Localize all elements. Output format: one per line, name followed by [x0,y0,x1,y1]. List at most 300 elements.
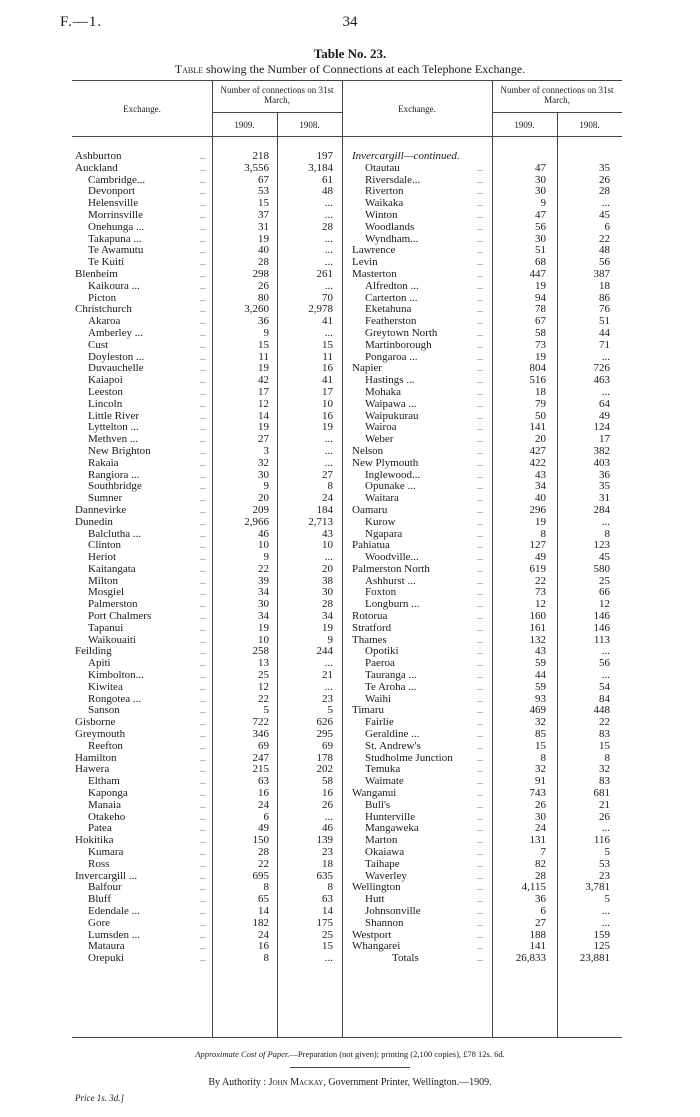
value-1908: 35 [599,161,610,174]
authority-line [0,1077,700,1088]
exchange-name: Carterton ... [365,291,418,304]
exchange-name: Sumner [88,492,123,505]
value-1909: 19 [258,362,269,375]
value-1908: 123 [593,539,610,552]
value-1909: 30 [535,232,546,245]
exchange-name: Thames [352,633,387,646]
exchange-name: Devonport [88,185,136,198]
value-1909: 131 [529,834,546,847]
value-1909: 16 [258,787,269,800]
exchange-name: Heriot [88,551,117,564]
value-1908: 69 [322,739,333,752]
value-1908: 146 [593,621,610,634]
value-1909: 34 [258,610,269,623]
table-row [352,210,622,222]
leader-dots: ... [200,682,206,692]
leader-dots: ... [200,399,206,409]
table-row [352,446,622,458]
leader-dots: ... [200,895,206,905]
value-1909: 218 [252,150,269,162]
value-1909: 43 [535,468,546,481]
value-1909: 9 [263,480,269,493]
value-1908: 56 [599,256,610,269]
value-1909: 31 [258,220,269,233]
value-1908: 48 [599,244,610,257]
leader-dots: ... [477,730,483,740]
connections-header-right: Number of connections on 31st March, [500,85,614,105]
value-1909: 30 [535,185,546,198]
value-1909: 22 [258,562,269,575]
value-1908: ... [324,952,333,965]
leader-dots: ... [200,458,206,468]
leader-dots: ... [200,871,206,881]
table-row [75,635,345,647]
exchange-name: Kaponga [88,787,128,800]
value-1909: 743 [529,787,546,800]
value-1908: 261 [316,267,333,280]
table-row [75,340,345,352]
table-row [75,847,345,859]
table-row [352,517,622,529]
totals-label: Totals [392,952,419,965]
leader-dots: ... [477,340,483,350]
exchange-name: Inglewood... [365,468,421,481]
value-1909: 28 [258,256,269,269]
value-1909: 59 [535,680,546,693]
exchange-name: Tauranga ... [365,669,417,682]
table-row [352,611,622,623]
value-1908: 17 [322,385,333,398]
exchange-name: Hutt [365,893,385,906]
exchange-name: Helensville [88,197,139,210]
value-1908: 25 [599,574,610,587]
value-1909: 40 [258,244,269,257]
value-1909: 182 [252,916,269,929]
value-1908: 70 [322,291,333,304]
value-1908: 31 [599,492,610,505]
exchange-name: Takapuna ... [88,232,142,245]
leader-dots: ... [477,883,483,893]
table-row [352,434,622,446]
exchange-name: Winton [365,208,398,221]
value-1909: 73 [535,338,546,351]
value-1908: ... [324,326,333,339]
leader-dots: ... [477,600,483,610]
leader-dots: ... [477,871,483,881]
value-1909: 2,966 [244,515,269,528]
value-1908: 41 [322,315,333,328]
value-1908: 5 [604,846,610,859]
value-1908: ... [601,197,610,210]
value-1908: 44 [599,326,610,339]
exchange-name: Lincoln [88,397,123,410]
value-1909: 15 [258,197,269,210]
leader-dots: ... [477,706,483,716]
value-1909: 11 [258,350,269,363]
exchange-name: Manaia [88,798,121,811]
exchange-name: Cust [88,338,109,351]
exchange-name: Oamaru [352,503,388,516]
leader-dots: ... [477,848,483,858]
exchange-name: Kimbolton... [88,669,144,682]
exchange-name: Fairlie [365,716,394,729]
value-1908: ... [324,456,333,469]
value-1909: 32 [258,456,269,469]
exchange-name: Pahiatua [352,539,390,552]
value-1909: 34 [258,586,269,599]
exchange-name: Otakeho [88,810,126,823]
leader-dots: ... [477,269,483,279]
exchange-name: Southbridge [88,480,142,493]
table-row [352,918,622,930]
value-1908: 26 [599,810,610,823]
value-1908: 3,781 [585,881,610,894]
value-1908: 681 [593,787,610,800]
value-1908: 71 [599,338,610,351]
value-1909: 141 [529,940,546,953]
leader-dots: ... [200,789,206,799]
table-row [352,328,622,340]
value-1909: 42 [258,374,269,387]
exchange-name: Wyndham... [365,232,419,245]
value-1909: 56 [535,220,546,233]
leader-dots: ... [477,187,483,197]
leader-dots: ... [200,305,206,315]
table-row [75,387,345,399]
value-1908: ... [324,197,333,210]
exchange-name: Invercargill—continued. [352,150,460,162]
value-1908: 113 [593,633,610,646]
page-number: 34 [342,14,358,30]
value-1909: 44 [535,669,546,682]
value-1909: 422 [529,456,546,469]
value-1909: 247 [252,751,269,764]
value-1908: 36 [599,468,610,481]
leader-dots: ... [200,553,206,563]
value-1909: 13 [258,657,269,670]
cost-text: —Preparation (not given); printing (2,100 copies), £78 12s. 6d. [289,1049,505,1059]
value-1908: 26 [599,173,610,186]
table-row [352,564,622,576]
value-1908: 23 [599,869,610,882]
value-1909: 161 [529,621,546,634]
exchange-name: Shannon [365,916,404,929]
leader-dots: ... [477,411,483,421]
total-1909: 26,833 [515,952,546,965]
table-row [352,800,622,812]
value-1909: 30 [258,598,269,611]
value-1909: 67 [258,173,269,186]
leader-dots: ... [200,529,206,539]
value-1909: 619 [529,562,546,575]
value-1909: 141 [529,421,546,434]
value-1909: 68 [535,256,546,269]
leader-dots: ... [477,741,483,751]
exchange-name: Hamilton [75,751,117,764]
year-1908-right: 1908. [579,120,600,130]
exchange-name: Cambridge... [88,173,146,186]
exchange-name: Rotorua [352,610,388,623]
value-1908: 83 [599,728,610,741]
year-1908-left: 1908. [299,120,320,130]
value-1909: 188 [529,928,546,941]
table-row [352,788,622,800]
value-1908: 17 [599,433,610,446]
value-1908: 28 [322,598,333,611]
value-1909: 30 [535,810,546,823]
header-bottom-rule [72,136,622,137]
leader-dots: ... [200,352,206,362]
exchange-name: Temuka [365,763,401,776]
year-1909-right: 1909. [514,120,535,130]
value-1908: 5 [327,704,333,717]
leader-dots: ... [477,682,483,692]
value-1909: 298 [252,267,269,280]
leader-dots: ... [200,718,206,728]
value-1909: 67 [535,315,546,328]
exchange-name: Lawrence [352,244,396,257]
exchange-name: Martinborough [365,338,432,351]
table-row [352,599,622,611]
value-1908: 66 [599,586,610,599]
leader-dots: ... [477,222,483,232]
value-1909: 4,115 [521,881,546,894]
value-1908: 84 [599,692,610,705]
exchange-name: Orepuki [88,952,125,965]
exchange-name: Gore [88,916,110,929]
value-1908: 19 [322,421,333,434]
value-1909: 12 [535,598,546,611]
value-1909: 19 [258,232,269,245]
value-1909: 8 [540,751,546,764]
value-1909: 91 [535,775,546,788]
leader-dots: ... [477,258,483,268]
value-1909: 24 [258,928,269,941]
value-1908: ... [324,657,333,670]
table-row [352,387,622,399]
leader-dots: ... [200,234,206,244]
table-row [75,623,345,635]
value-1909: 94 [535,291,546,304]
table-row [75,918,345,930]
value-1909: 43 [535,645,546,658]
exchange-name: Balclutha ... [88,527,142,540]
value-1908: 10 [322,397,333,410]
authority-pre: By Authority : [208,1077,269,1088]
value-1909: 160 [529,610,546,623]
leader-dots: ... [477,446,483,456]
value-1908: ... [324,256,333,269]
value-1909: 17 [258,385,269,398]
leader-dots: ... [200,671,206,681]
leader-dots: ... [200,222,206,232]
leader-dots: ... [477,281,483,291]
value-1908: 244 [316,645,333,658]
leader-dots: ... [477,800,483,810]
exchange-name: Waitara [365,492,399,505]
exchange-name: Waikouaiti [88,633,136,646]
value-1909: 150 [252,834,269,847]
exchange-name: Kurow [365,515,396,528]
value-1908: 463 [593,374,610,387]
exchange-name: Mosgiel [88,586,125,599]
table-row [75,682,345,694]
exchange-name: Okaiawa [365,846,405,859]
value-1908: 580 [593,562,610,575]
exchange-name: Morrinsville [88,208,143,221]
table-bottom-rule [72,1037,622,1038]
exchange-name: Taihape [365,857,400,870]
table-row [352,281,622,293]
exchange-name: Riverton [365,185,404,198]
value-1908: ... [324,551,333,564]
leader-dots: ... [200,340,206,350]
leader-dots: ... [477,824,483,834]
leader-dots: ... [200,317,206,327]
year-1909-left: 1909. [234,120,255,130]
table-row [75,882,345,894]
leader-dots: ... [477,765,483,775]
value-1909: 16 [258,940,269,953]
value-1909: 15 [535,739,546,752]
exchange-name: Rongotea ... [88,692,142,705]
value-1908: 178 [316,751,333,764]
value-1908: ... [601,669,610,682]
table-row [75,399,345,411]
value-1909: 804 [529,362,546,375]
exchange-name: Ngapara [365,527,403,540]
table-row [75,646,345,658]
value-1909: 93 [535,692,546,705]
value-1909: 49 [258,822,269,835]
leader-dots: ... [200,600,206,610]
value-1908: ... [601,645,610,658]
exchange-name: Amberley ... [88,326,143,339]
exchange-name: Woodlands [365,220,415,233]
leader-dots: ... [200,269,206,279]
exchange-name: Reefton [88,739,123,752]
printer-name: John Mackay [268,1077,324,1088]
exchange-name: Opunake ... [365,480,416,493]
leader-dots: ... [477,553,483,563]
value-1909: 24 [535,822,546,835]
table-row [352,245,622,257]
leader-dots: ... [477,588,483,598]
exchange-name: Christchurch [75,303,132,316]
exchange-name: Te Aroha ... [365,680,417,693]
value-1909: 32 [535,716,546,729]
table-row [75,859,345,871]
leader-dots: ... [477,423,483,433]
value-1909: 6 [540,905,546,917]
leader-dots: ... [200,482,206,492]
leader-dots: ... [200,364,206,374]
exchange-name: Stratford [352,621,392,634]
exchange-name: Akaroa [88,315,121,328]
table-row [352,529,622,541]
value-1908: ... [324,279,333,292]
table-row [352,493,622,505]
value-1909: 36 [535,893,546,906]
caption-text: showing the Number of Connections at each Telephone Exchange. [203,62,526,76]
value-1909: 3,556 [244,161,269,174]
value-1909: 47 [535,208,546,221]
exchange-name: Wairoa [365,421,397,434]
table-row [75,823,345,835]
value-1908: ... [324,444,333,457]
value-1909: 209 [252,503,269,516]
exchange-header-left: Exchange. [123,104,161,114]
leader-dots: ... [200,152,206,161]
exchange-name: Kaitangata [88,562,136,575]
value-1908: 9 [327,633,333,646]
exchange-name: Blenheim [75,267,118,280]
exchange-name: Eltham [88,775,120,788]
price-note: Price 1s. 3d.] [75,1093,124,1103]
exchange-name: Kaikoura ... [88,279,140,292]
value-1909: 34 [535,480,546,493]
value-1908: 5 [604,893,610,906]
exchange-name: Westport [352,928,392,941]
leader-dots: ... [200,576,206,586]
value-1909: 79 [535,397,546,410]
leader-dots: ... [200,564,206,574]
value-1908: ... [601,916,610,929]
exchange-name: Hawera [75,763,110,776]
table-row [75,458,345,470]
leader-dots: ... [200,293,206,303]
value-1909: 346 [252,728,269,741]
leader-dots: ... [477,576,483,586]
leader-dots: ... [200,376,206,386]
leader-dots: ... [477,305,483,315]
value-1908: 53 [599,857,610,870]
exchange-name: Ashburton [75,150,122,162]
value-1909: 22 [258,692,269,705]
leader-dots: ... [200,730,206,740]
value-1908: 3,184 [308,161,333,174]
exchange-name: Featherston [365,315,417,328]
leader-dots: ... [200,435,206,445]
exchange-name: Bull's [365,798,391,811]
caption-small-caps: Table [174,62,204,76]
leader-dots: ... [477,376,483,386]
table-row [75,741,345,753]
value-1909: 12 [258,680,269,693]
exchange-name: Te Awamutu [88,244,144,257]
connections-header-left: Number of connections on 31st March, [220,85,334,105]
value-1909: 53 [258,185,269,198]
value-1908: 12 [599,598,610,611]
table-row [75,505,345,517]
value-1908: 19 [322,621,333,634]
value-1908: 387 [593,267,610,280]
leader-dots: ... [200,824,206,834]
table-title: Table No. 23. [313,46,387,61]
leader-dots: ... [477,163,483,173]
leader-dots: ... [477,671,483,681]
value-1908: 83 [599,775,610,788]
leader-dots: ... [477,328,483,338]
value-1909: 3,260 [244,303,269,316]
value-1908: 635 [316,869,333,882]
value-1908: ... [601,350,610,363]
value-1908: ... [601,822,610,835]
value-1908: 35 [599,480,610,493]
authority-post: , Government Printer, Wellington.—1909. [323,1077,492,1088]
value-1909: 19 [535,279,546,292]
exchange-name: Little River [88,409,140,422]
